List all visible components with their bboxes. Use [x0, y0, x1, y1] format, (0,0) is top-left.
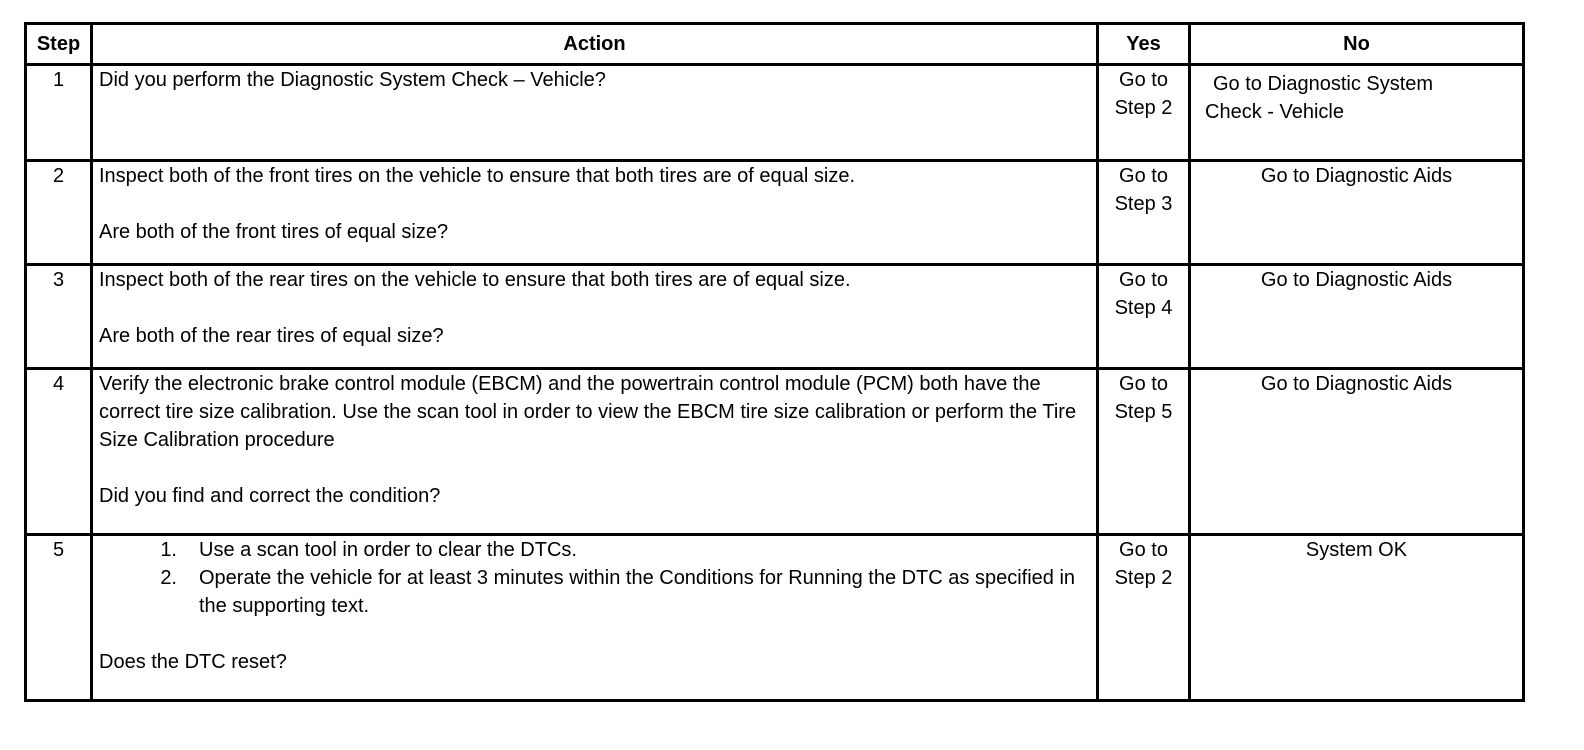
list-number: 1.	[160, 539, 177, 561]
no-line-1: Go to Diagnostic Aids	[1260, 165, 1453, 187]
no-cell	[1190, 265, 1524, 369]
action-instruction: Inspect both of the rear tires on the vehicle to ensure that both tires are of equal size.	[99, 269, 851, 291]
yes-cell	[1098, 265, 1190, 369]
action-cell	[92, 265, 1098, 369]
list-number: 2.	[160, 567, 177, 589]
yes-goto: Go to	[1119, 373, 1168, 395]
action-question: Does the DTC reset?	[99, 651, 287, 673]
header-step: Step	[26, 24, 92, 65]
header-no: No	[1190, 24, 1524, 65]
table-row	[26, 369, 1524, 535]
list-item	[160, 536, 1090, 564]
no-cell	[1190, 65, 1524, 161]
action-question: Did you find and correct the condition?	[99, 485, 441, 507]
step-number: 2	[26, 161, 92, 265]
no-line-1: System OK	[1305, 539, 1408, 561]
yes-cell	[1098, 161, 1190, 265]
no-line-1: Go to Diagnostic Aids	[1260, 373, 1453, 395]
list-text: Use a scan tool in order to clear the DTCs.	[199, 539, 577, 561]
yes-goto: Go to	[1119, 69, 1168, 91]
yes-goto: Go to	[1119, 269, 1168, 291]
action-question: Did you perform the Diagnostic System Check – Vehicle?	[99, 69, 606, 91]
yes-goto: Go to	[1119, 165, 1168, 187]
action-instruction: Inspect both of the front tires on the vehicle to ensure that both tires are of equal size.	[99, 165, 856, 187]
header-action: Action	[92, 24, 1098, 65]
list-text: Operate the vehicle for at least 3 minutes within the Conditions for Running the DTC as specified in the supporting text.	[199, 567, 1076, 617]
table-row	[26, 265, 1524, 369]
table-row	[26, 535, 1524, 701]
table-row	[26, 65, 1524, 161]
yes-step: Step 2	[1114, 567, 1173, 589]
yes-cell	[1098, 369, 1190, 535]
list-item	[160, 564, 1090, 620]
action-question: Are both of the rear tires of equal size?	[99, 325, 444, 347]
yes-step: Step 2	[1114, 97, 1173, 119]
header-row	[26, 24, 1524, 65]
action-cell	[92, 65, 1098, 161]
no-line-1: Go to Diagnostic System	[1213, 73, 1434, 95]
step-number: 4	[26, 369, 92, 535]
action-question: Are both of the front tires of equal size?	[99, 221, 449, 243]
yes-step: Step 4	[1114, 297, 1173, 319]
no-line-2: Check - Vehicle	[1205, 101, 1344, 123]
diagnostic-table	[24, 22, 1525, 702]
action-instruction: Verify the electronic brake control module (EBCM) and the powertrain control module (PCM) both have the correct tire size calibration. Use the scan tool in order to view the EBCM tire size calibration or perform the Tire Size Calibration procedure	[99, 373, 1077, 451]
no-line-1: Go to Diagnostic Aids	[1260, 269, 1453, 291]
yes-step: Step 3	[1114, 193, 1173, 215]
step-number: 5	[26, 535, 92, 701]
yes-goto: Go to	[1119, 539, 1168, 561]
yes-step: Step 5	[1114, 401, 1173, 423]
step-number: 3	[26, 265, 92, 369]
header-yes: Yes	[1098, 24, 1190, 65]
no-cell	[1190, 535, 1524, 701]
step-number: 1	[26, 65, 92, 161]
action-cell	[92, 161, 1098, 265]
yes-cell	[1098, 535, 1190, 701]
procedure-list	[99, 536, 1090, 620]
yes-cell	[1098, 65, 1190, 161]
table-row	[26, 161, 1524, 265]
action-cell	[92, 535, 1098, 701]
no-cell	[1190, 161, 1524, 265]
no-cell	[1190, 369, 1524, 535]
action-cell	[92, 369, 1098, 535]
